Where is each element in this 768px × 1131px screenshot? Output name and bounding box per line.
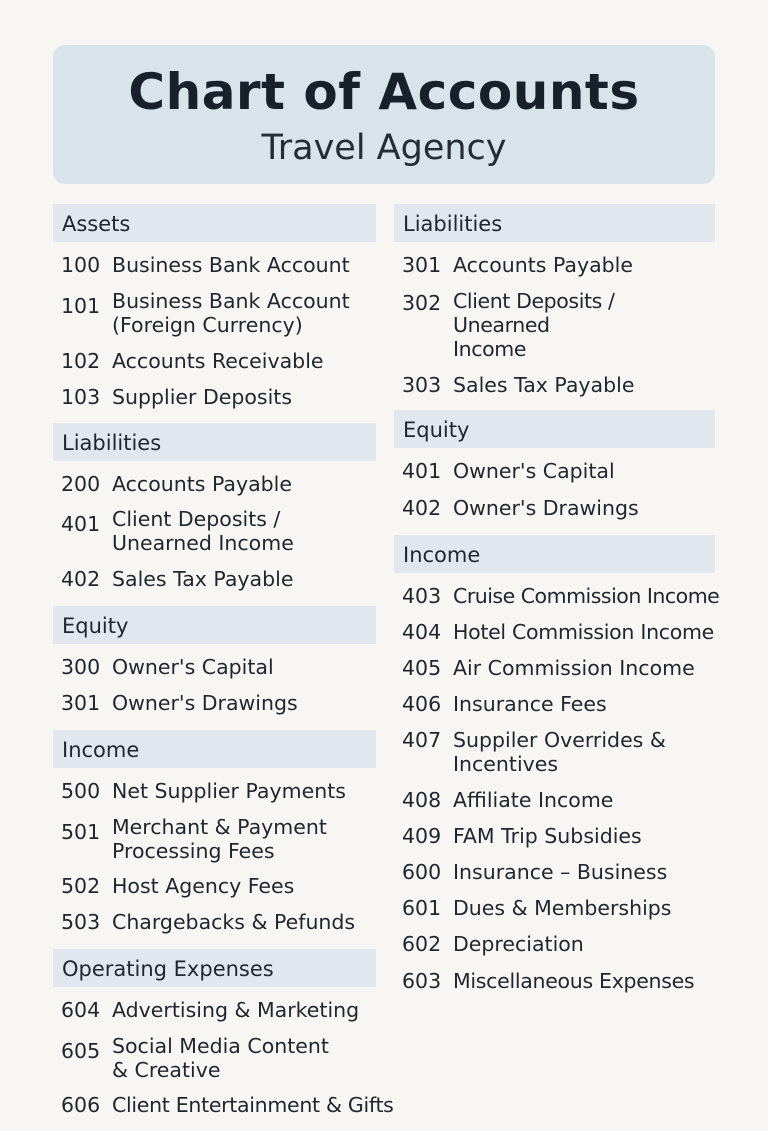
account-row bbox=[394, 496, 715, 520]
account-code: 602 bbox=[402, 932, 442, 956]
section-equity bbox=[394, 410, 715, 520]
account-name: Insurance Fees bbox=[453, 692, 607, 716]
account-name: Accounts Receivable bbox=[112, 349, 324, 373]
right-column bbox=[394, 204, 720, 993]
account-name: Business Bank Account (Foreign Currency) bbox=[112, 289, 350, 337]
account-name: Cruise Commission Income bbox=[453, 584, 720, 608]
account-name: Hotel Commission Income bbox=[453, 620, 714, 644]
account-code: 405 bbox=[402, 656, 442, 680]
account-name: FAM Trip Subsidies bbox=[453, 824, 642, 848]
account-name: Host Agency Fees bbox=[112, 874, 295, 898]
account-code: 403 bbox=[402, 584, 442, 608]
account-name: Net Supplier Payments bbox=[112, 779, 346, 803]
account-code: 603 bbox=[402, 969, 442, 993]
account-row bbox=[53, 874, 376, 898]
account-name: Supplier Deposits bbox=[112, 385, 293, 409]
account-code: 303 bbox=[402, 373, 442, 397]
account-code: 300 bbox=[61, 655, 101, 679]
account-name: Insurance – Business bbox=[453, 860, 668, 884]
section-heading: Equity bbox=[394, 410, 715, 448]
account-name: Owner's Capital bbox=[453, 459, 615, 483]
account-row bbox=[394, 459, 715, 483]
account-code: 301 bbox=[402, 253, 442, 277]
section-heading: Assets bbox=[53, 204, 376, 242]
section-heading: Liabilities bbox=[394, 204, 715, 242]
account-name: Depreciation bbox=[453, 932, 584, 956]
account-code: 302 bbox=[402, 291, 442, 315]
account-code: 404 bbox=[402, 620, 442, 644]
section-liabilities bbox=[53, 423, 376, 591]
account-row bbox=[394, 860, 715, 884]
account-row bbox=[394, 373, 715, 397]
section-equity bbox=[53, 606, 376, 715]
section-income bbox=[53, 730, 376, 934]
account-row bbox=[53, 655, 376, 679]
account-code: 200 bbox=[61, 472, 101, 496]
page-subtitle: Travel Agency bbox=[261, 128, 507, 168]
account-row bbox=[394, 728, 715, 776]
account-name: Dues & Memberships bbox=[453, 896, 672, 920]
account-code: 407 bbox=[402, 728, 442, 752]
account-code: 500 bbox=[61, 779, 101, 803]
account-code: 408 bbox=[402, 788, 442, 812]
account-row bbox=[394, 620, 715, 644]
section-assets bbox=[53, 204, 376, 409]
title-banner bbox=[53, 45, 715, 184]
section-heading: Equity bbox=[53, 606, 376, 644]
account-row bbox=[53, 472, 376, 496]
account-code: 100 bbox=[61, 253, 101, 277]
account-row bbox=[394, 656, 715, 680]
account-name: Sales Tax Payable bbox=[112, 567, 294, 591]
account-name: Affiliate Income bbox=[453, 788, 614, 812]
account-name: Advertising & Marketing bbox=[112, 998, 360, 1022]
account-row bbox=[394, 824, 715, 848]
account-name: Owner's Drawings bbox=[453, 496, 639, 520]
section-operating-expenses bbox=[53, 949, 394, 1117]
account-row bbox=[53, 691, 376, 715]
account-row bbox=[53, 1093, 394, 1117]
account-code: 101 bbox=[61, 294, 101, 318]
account-name: Client Entertainment & Gifts bbox=[112, 1093, 394, 1117]
account-row bbox=[394, 692, 715, 716]
account-code: 103 bbox=[61, 385, 101, 409]
account-code: 605 bbox=[61, 1039, 101, 1063]
account-row bbox=[394, 896, 715, 920]
account-code: 401 bbox=[402, 459, 442, 483]
section-heading: Income bbox=[394, 535, 715, 573]
account-row bbox=[53, 815, 376, 863]
account-row bbox=[53, 349, 376, 373]
page-title: Chart of Accounts bbox=[128, 63, 640, 121]
account-code: 502 bbox=[61, 874, 101, 898]
account-name: Client Deposits / Unearned Income bbox=[112, 507, 294, 555]
account-row bbox=[53, 1034, 376, 1082]
account-row bbox=[394, 788, 715, 812]
left-column bbox=[53, 204, 394, 1117]
account-code: 606 bbox=[61, 1093, 101, 1117]
account-name: Air Commission Income bbox=[453, 656, 695, 680]
account-name: Social Media Content & Creative bbox=[112, 1034, 329, 1082]
account-row bbox=[394, 932, 715, 956]
account-code: 402 bbox=[402, 496, 442, 520]
section-heading: Operating Expenses bbox=[53, 949, 376, 987]
account-name: Owner's Capital bbox=[112, 655, 274, 679]
account-name: Chargebacks & Pefunds bbox=[112, 910, 356, 934]
account-row bbox=[394, 584, 720, 608]
account-name: Miscellaneous Expenses bbox=[453, 969, 695, 993]
account-code: 600 bbox=[402, 860, 442, 884]
account-code: 604 bbox=[61, 998, 101, 1022]
account-name: Suppiler Overrides & Incentives bbox=[453, 728, 666, 776]
account-row bbox=[394, 969, 715, 993]
account-row bbox=[394, 289, 715, 361]
account-name: Owner's Drawings bbox=[112, 691, 298, 715]
section-liabilities bbox=[394, 204, 715, 397]
account-code: 102 bbox=[61, 349, 101, 373]
account-code: 401 bbox=[61, 512, 101, 536]
account-row bbox=[53, 385, 376, 409]
account-row bbox=[53, 253, 376, 277]
account-code: 409 bbox=[402, 824, 442, 848]
section-heading: Income bbox=[53, 730, 376, 768]
account-code: 406 bbox=[402, 692, 442, 716]
account-name: Client Deposits / Unearned Income bbox=[453, 289, 615, 361]
account-name: Business Bank Account bbox=[112, 253, 350, 277]
account-code: 503 bbox=[61, 910, 101, 934]
account-row bbox=[394, 253, 715, 277]
account-row bbox=[53, 998, 376, 1022]
account-row bbox=[53, 289, 376, 337]
section-heading: Liabilities bbox=[53, 423, 376, 461]
account-row bbox=[53, 507, 376, 555]
account-code: 601 bbox=[402, 896, 442, 920]
account-name: Accounts Payable bbox=[453, 253, 633, 277]
account-code: 301 bbox=[61, 691, 101, 715]
account-row bbox=[53, 567, 376, 591]
account-code: 501 bbox=[61, 820, 101, 844]
section-income bbox=[394, 535, 720, 993]
account-row bbox=[53, 779, 376, 803]
account-row bbox=[53, 910, 376, 934]
account-name: Accounts Payable bbox=[112, 472, 292, 496]
account-code: 402 bbox=[61, 567, 101, 591]
account-name: Merchant & Payment Processing Fees bbox=[112, 815, 327, 863]
account-name: Sales Tax Payable bbox=[453, 373, 635, 397]
